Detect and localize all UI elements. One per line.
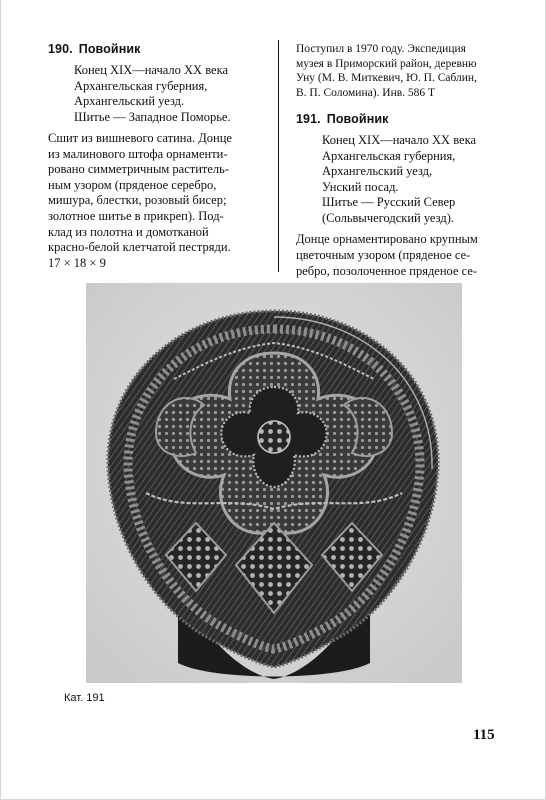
description-line: ным узором (пряденое серебро,: [48, 177, 217, 192]
entry-190-title: Повойник: [78, 42, 141, 56]
entry-191-title: Повойник: [326, 112, 389, 127]
entry-191-meta-line: Конец XIX—начало XX века: [322, 133, 477, 148]
column-divider: [278, 40, 279, 272]
description-line: мишура, блестки, розовый бисер;: [48, 193, 227, 208]
entry-190-description: [48, 131, 268, 256]
entry-190-dimensions: 17 × 18 × 9: [48, 255, 106, 270]
entry-190: [48, 42, 268, 271]
entry-190-number: 190.: [48, 42, 73, 56]
description-line: ровано симметричным раститель-: [48, 162, 230, 177]
entry-191-meta-line: Шитье — Русский Север: [322, 195, 456, 210]
entry-190-meta-line: Архангельская губерния,: [74, 78, 208, 93]
entry-190-acquisition: [296, 42, 504, 100]
description-line: золотное шитье в прикреп). Под-: [48, 208, 224, 223]
description-line: Донце орнаментировано крупным: [296, 232, 478, 247]
entry-191-meta-line: Архангельская губерния,: [322, 148, 456, 163]
entry-191-meta-line: (Сольвычегодский уезд).: [322, 210, 454, 225]
entry-190-heading: [48, 42, 268, 56]
acquisition-line: музея в Приморский район, деревню: [296, 57, 477, 70]
entry-190-meta-line: Архангельский уезд.: [74, 94, 185, 108]
description-line: из малинового штофа орнаменти-: [48, 146, 228, 161]
entry-191-heading: [296, 112, 504, 126]
description-line: цветочным узором (пряденое се-: [296, 247, 471, 262]
description-line: клад из полотна и домотканой: [48, 224, 209, 239]
acquisition-line: В. П. Соломина). Инв. 586 Т: [296, 86, 436, 99]
description-line: ребро, позолоченное пряденое се-: [296, 263, 478, 278]
acquisition-line: Уну (М. В. Миткевич, Ю. П. Саблин,: [296, 72, 477, 85]
page-number: 115: [473, 727, 495, 743]
page-edge-left: [0, 0, 1, 800]
embroidered-cap-image: [86, 283, 462, 683]
entry-190-meta: [74, 63, 268, 125]
acquisition-line: Поступил в 1970 году. Экспедиция: [296, 43, 466, 55]
entry-190-meta-line: Конец XIX—начало XX века: [74, 63, 229, 77]
entry-191-description: [296, 232, 504, 279]
entry-190-meta-line: Шитье — Западное Поморье.: [74, 109, 231, 124]
entry-191-meta-line: Унский посад.: [322, 179, 399, 194]
description-line: Сшит из вишневого сатина. Донце: [48, 131, 232, 145]
cap-photograph: [86, 283, 462, 683]
entry-191-number: 191.: [296, 112, 321, 127]
entry-191-meta-line: Архангельский уезд,: [322, 164, 433, 179]
right-column: [296, 42, 504, 279]
figure-caption: Кат. 191: [64, 692, 105, 704]
description-line: красно-белой клетчатой пестряди.: [48, 240, 231, 255]
entry-191-meta: [322, 133, 504, 226]
